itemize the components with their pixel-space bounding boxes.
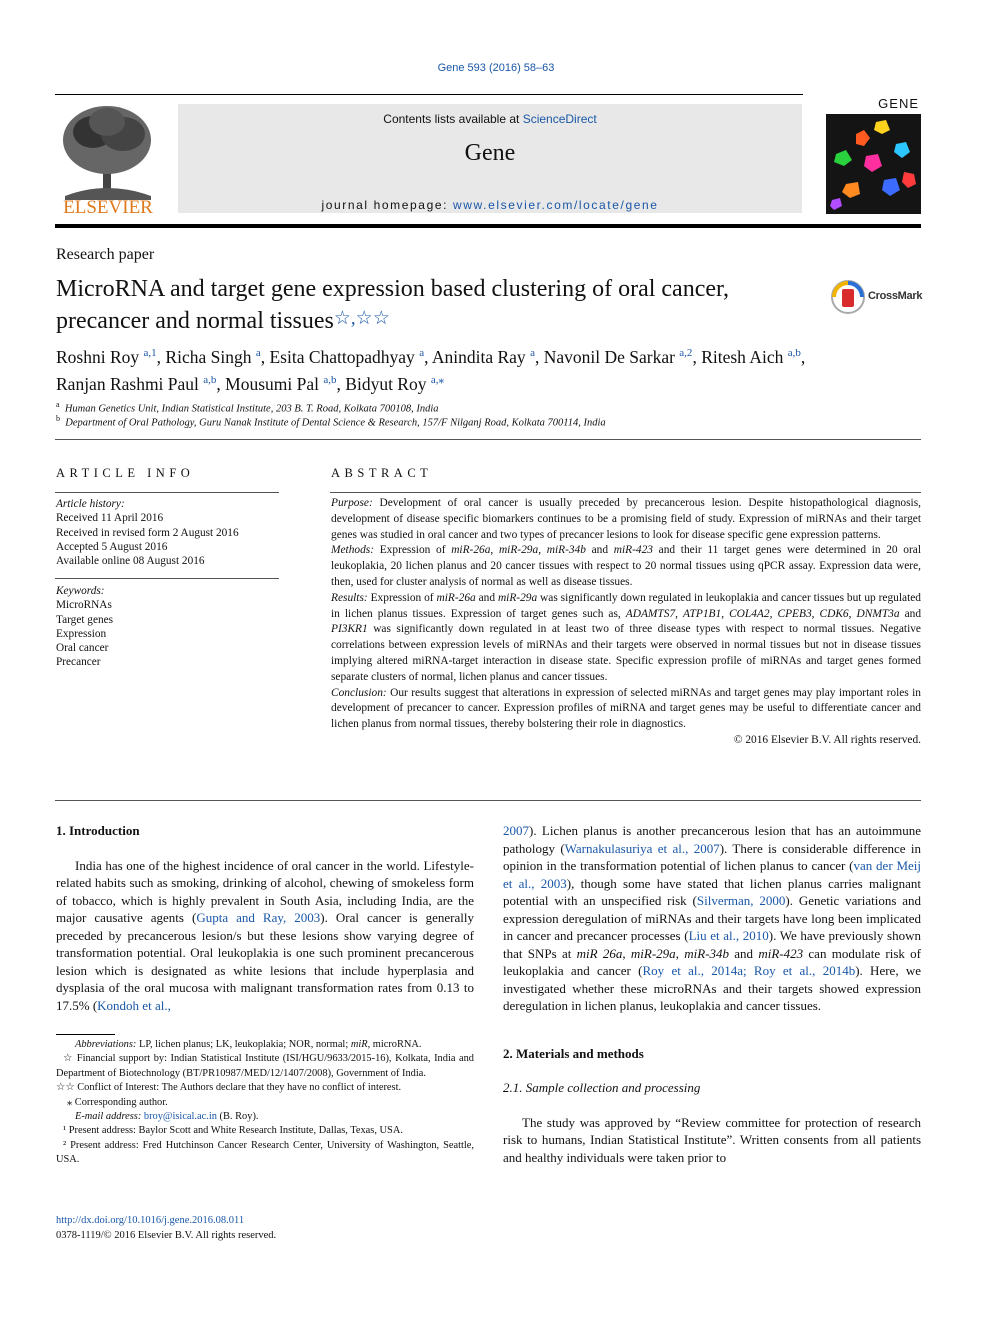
abstract-results — [331, 591, 921, 686]
journal-citation[interactable]: Gene 593 (2016) 58–63 — [437, 62, 555, 74]
email-suffix: (B. Roy). — [216, 1111, 259, 1123]
author-affil-mark[interactable]: a,b — [203, 373, 217, 386]
crossmark-label: CrossMark — [868, 290, 923, 302]
intro-paragraph-1: India has one of the highest incidence of oral cancer in the world. Lifestyle-related habits such as smoking, drinking of alcohol, chewing of smokeless form of tobacco, which is highly prevalent in South Asia, including India, are the major causative agents (Gupta and Ray, 2003). Oral cancer is generally preceded by precancerous lesion/s but these lesions show varying degree of transformation potential. Oral leukoplakia is one such prominent precancerous lesion which is designated as white lesions that include hyperplasia and dysplasia of the oral mucosa with malignant transformation rates from 0.13 to 17.5% (Kondoh et al., — [56, 857, 475, 1013]
reference-link[interactable]: Gupta and Ray, 2003 — [196, 910, 321, 925]
subsection-heading: 2.1. Sample collection and processing — [503, 1080, 701, 1095]
italic-term: miR — [350, 1039, 368, 1050]
title-separator-rule — [55, 439, 921, 440]
journal-homepage-line — [178, 198, 802, 212]
affiliation-text: Department of Oral Pathology, Guru Nanak Institute of Dental Science & Research, 157/F Nilganj Road, Kolkata 700114, India — [65, 417, 606, 429]
reference-link[interactable]: van der Meij et al., 2003 — [503, 858, 921, 891]
intro-paragraph-1-continued: 2007). Lichen planus is another precancerous lesion that has an autoimmune pathology (Warnakulasuriya et al., 2007). There is considerable difference in opinion in the transformation potential of lichen planus to cancer (van der Meij et al., 2003), though some have stated that lichen planus carries malignant potential with an unspecified risk (Silverman, 2000). Genetic variations and expression deregulation of miRNAs and their targets have long been implicated in cancer and precancer processes (Liu et al., 2010). We have previously shown that SNPs at miR 26a, miR-29a, miR-34b and miR-423 can modulate risk of leukoplakia and cancer (Roy et al., 2014a; Roy et al., 2014b). Here, we investigated whether these microRNAs and their targets showed expression deregulation in lichen planus, leukoplakia and cancer tissues. — [503, 823, 922, 1013]
italic-term: miR-34b — [684, 945, 729, 961]
abstract-bottom-rule — [55, 800, 921, 801]
article-info-rule — [55, 492, 279, 493]
methods-paragraph-1: The study was approved by “Review committee for protection of research risk to humans, Indian Statistical Institute”. Written consents from all patients and healthy individuals were taken prior to — [503, 1114, 921, 1165]
article-info-heading: ARTICLE INFO — [56, 466, 195, 480]
italic-term: miR-26a — [436, 591, 476, 604]
contents-prefix: Contents lists available at — [383, 112, 523, 126]
reference-link[interactable]: Warnakulasuriya et al., 2007 — [564, 840, 720, 856]
italic-term: miR 26a — [576, 945, 623, 961]
abstract-body — [331, 496, 921, 749]
italic-term: miR-423 — [613, 544, 653, 557]
italic-term: COL4A2 — [729, 607, 770, 620]
author-affil-mark[interactable]: a — [530, 347, 535, 359]
italic-term: miR-26a — [451, 544, 491, 557]
reference-link[interactable]: Liu et al., 2010 — [688, 928, 769, 943]
article-type: Research paper — [56, 246, 155, 263]
journal-masthead — [178, 104, 802, 213]
results-label: Results: — [331, 591, 368, 604]
reference-link[interactable]: Kondoh et al., — [97, 997, 171, 1013]
journal-cover[interactable] — [826, 96, 921, 214]
footnote-present-address-2: ² Present address: Fred Hutchinson Cancer Research Center, University of Washington, Seattle, USA. — [56, 1139, 474, 1166]
body-left-column — [56, 822, 474, 1014]
author-affil-mark[interactable]: a — [255, 347, 261, 359]
crossmark-badge[interactable] — [830, 279, 930, 315]
sciencedirect-link[interactable]: ScienceDirect — [522, 112, 597, 126]
methods-label: Methods: — [331, 544, 375, 557]
author-affil-mark[interactable]: a — [419, 347, 425, 359]
keyword-item: Precancer — [56, 656, 101, 669]
author-4: Anindita Ray $^a$, — [431, 346, 544, 367]
doi-link[interactable]: http://dx.doi.org/10.1016/j.gene.2016.08.011 — [56, 1215, 245, 1226]
affiliation-mark: a — [56, 400, 60, 409]
keywords — [56, 584, 113, 670]
history-label: Article history: — [56, 498, 125, 510]
affiliation-mark: b — [56, 414, 60, 423]
footnote-conflict: ☆☆ Conflict of Interest: The Authors declare that they have no conflict of interest. — [56, 1082, 402, 1094]
methods-text: Expression of miR-26a, miR-29a, miR-34b and miR-423 and their 11 target genes were determined in 20 oral leukoplakia, 20 lichen planus and 20 cancer tissues with respect to 20 normal tissues using qPCR assay. Expression data were, then, used for cluster analysis of normal as well as disease tissues. — [331, 544, 921, 588]
abstract-rule — [330, 492, 921, 493]
author-list — [56, 342, 922, 396]
email-label: E-mail address: — [75, 1111, 142, 1123]
italic-term: miR-29a — [630, 945, 676, 961]
header-thick-rule — [55, 224, 921, 228]
history-revised: Received in revised form 2 August 2016 — [56, 526, 239, 539]
article-title — [56, 275, 816, 336]
email-link[interactable]: broy@isical.ac.in — [143, 1111, 217, 1123]
keyword-item: Expression — [56, 627, 107, 640]
affiliation-a — [56, 400, 439, 415]
reference-link[interactable]: 2007 — [503, 823, 529, 838]
elsevier-tree-icon — [55, 100, 161, 216]
conclusion-text: Our results suggest that alterations in expression of selected miRNAs and target genes may play important roles in development of precancer to cancer. Expression profiles of miRNA and target genes may be useful to differentiate cancer and lichen planus from normal tissues, thereby bolstering their role in diagnostics. — [331, 686, 921, 731]
elsevier-wordmark: ELSEVIER — [63, 197, 153, 216]
affiliation-b — [56, 414, 606, 429]
reference-link[interactable]: Roy et al., 2014a; Roy et al., 2014b — [642, 963, 856, 978]
elsevier-logo[interactable] — [55, 100, 161, 216]
author-affil-mark[interactable]: a,1 — [143, 347, 157, 359]
footnotes — [56, 1038, 474, 1168]
abstract-heading: ABSTRACT — [331, 466, 433, 480]
journal-name: Gene — [464, 140, 516, 166]
abstract-methods — [331, 543, 921, 590]
history-received: Received 11 April 2016 — [56, 512, 164, 525]
footnote-rule — [56, 1034, 115, 1035]
author-9: Bidyut Roy $^{a,⁎}$ — [345, 373, 444, 394]
results-text: Expression of miR-26a and miR-29a was significantly down regulated in leukoplakia and cancer tissues but up regulated in lichen planus tissues. Expression of target genes such as, ADAMTS7, ATP1B1, COL4A2, CPEB3, CDK6, DNMT3a and PI3KR1 was significantly down regulated in at least two of three disease types with respect to normal tissues. Negative correlations between expression levels of miRNAs and their targets were observed in normal tissues but not in disease tissues implying altered miRNA-target interaction in disease state. Specific expression profile of miRNAs and target genes formed separate clusters of normal, lichen planus and cancer tissues. — [331, 591, 922, 683]
italic-term: CPEB3 — [777, 607, 812, 620]
author-5: Navonil De Sarkar $^{a,2}$, — [543, 346, 702, 367]
italic-term: DNMT3a — [856, 607, 900, 620]
intro-heading: 1. Introduction — [56, 823, 140, 838]
author-6: Ritesh Aich $^{a,b}$, — [701, 346, 806, 367]
italic-term: ATP1B1 — [683, 607, 722, 620]
issn-copyright: 0378-1119/© 2016 Elsevier B.V. All rights reserved. — [56, 1230, 277, 1241]
homepage-prefix: journal homepage: — [321, 198, 453, 212]
footnote-funding: ☆ Financial support by: Indian Statistical Institute (ISI/HGU/9633/2015-16), Kolkata, India and Department of Biotechnology (BT/PR10987/MED/12/1407/2008), Government of India. — [56, 1053, 474, 1079]
footnote-corresponding: ⁎ Corresponding author. — [67, 1096, 168, 1108]
abbrev-label: Abbreviations: — [75, 1039, 137, 1050]
abstract-purpose — [331, 496, 921, 543]
keyword-item: Oral cancer — [56, 642, 109, 655]
author-7: Ranjan Rashmi Paul $^{a,b}$, — [56, 373, 226, 394]
author-8: Mousumi Pal $^{a,b}$, — [225, 373, 346, 394]
footnote-abbreviations — [56, 1038, 474, 1052]
author-2: Richa Singh $^a$, — [165, 346, 270, 367]
header-top-rule — [55, 94, 803, 95]
purpose-text: Development of oral cancer is usually preceded by precancerous lesion. Despite histopathological diagnosis, development of disease specific biomarkers continues to be a promising field of study. Expression of miRNAs and their target genes was studied in oral cancer and two types of precancer lesions to look for disease specific gene expression patterns. — [331, 497, 921, 541]
history-online: Available online 08 August 2016 — [56, 555, 205, 568]
history-accepted: Accepted 5 August 2016 — [56, 540, 168, 553]
keywords-label: Keywords: — [56, 585, 105, 597]
author-affil-mark[interactable]: a,b — [787, 347, 801, 359]
abbrev-text: LP, lichen planus; LK, leukoplakia; NOR, normal; miR, microRNA. — [138, 1039, 422, 1050]
italic-term: CDK6 — [819, 607, 849, 620]
keywords-rule — [55, 578, 279, 579]
body-right-column — [503, 822, 921, 1166]
affiliation-text: Human Genetics Unit, Indian Statistical Institute, 203 B. T. Road, Kolkata 700108, India — [64, 403, 439, 415]
abstract-conclusion — [331, 686, 921, 733]
crossmark-icon — [830, 279, 866, 315]
italic-term: miR-29a — [497, 591, 538, 604]
reference-link[interactable]: Silverman, 2000 — [696, 893, 786, 908]
footnote-email — [56, 1110, 474, 1124]
author-affil-mark[interactable]: a,b — [323, 373, 337, 386]
cover-artwork-icon — [826, 114, 921, 214]
italic-term: miR-423 — [758, 945, 804, 961]
conclusion-label: Conclusion: — [331, 686, 387, 699]
author-affil-mark[interactable]: a,⁎ — [430, 373, 444, 386]
article-title-text: MicroRNA and target gene expression based clustering of oral cancer, precancer and normal tissues — [56, 276, 730, 334]
footnote-present-address-1: ¹ Present address: Baylor Scott and White Research Institute, Dallas, Texas, USA. — [63, 1125, 403, 1137]
purpose-label: Purpose: — [331, 497, 373, 509]
author-affil-mark[interactable]: a,2 — [679, 347, 693, 359]
author-3: Esita Chattopadhyay $^a$, — [269, 346, 432, 367]
italic-term: ADAMTS7 — [625, 607, 676, 620]
keyword-item: Target genes — [56, 613, 114, 626]
methods-heading: 2. Materials and methods — [503, 1045, 644, 1061]
italic-term: PI3KR1 — [331, 623, 368, 636]
author-1: Roshni Roy $^{a,1}$, — [56, 346, 166, 367]
abstract-copyright: © 2016 Elsevier B.V. All rights reserved. — [733, 733, 921, 746]
cover-title: GENE — [826, 96, 921, 114]
title-footnote-marks[interactable]: ☆,☆☆ — [333, 308, 390, 329]
keyword-item: MicroRNAs — [56, 599, 112, 612]
journal-homepage-link[interactable]: www.elsevier.com/locate/gene — [453, 198, 659, 212]
contents-available-line — [178, 112, 802, 126]
italic-term: miR-34b — [546, 544, 586, 557]
italic-term: miR-29a — [498, 544, 539, 557]
article-history — [56, 497, 239, 568]
